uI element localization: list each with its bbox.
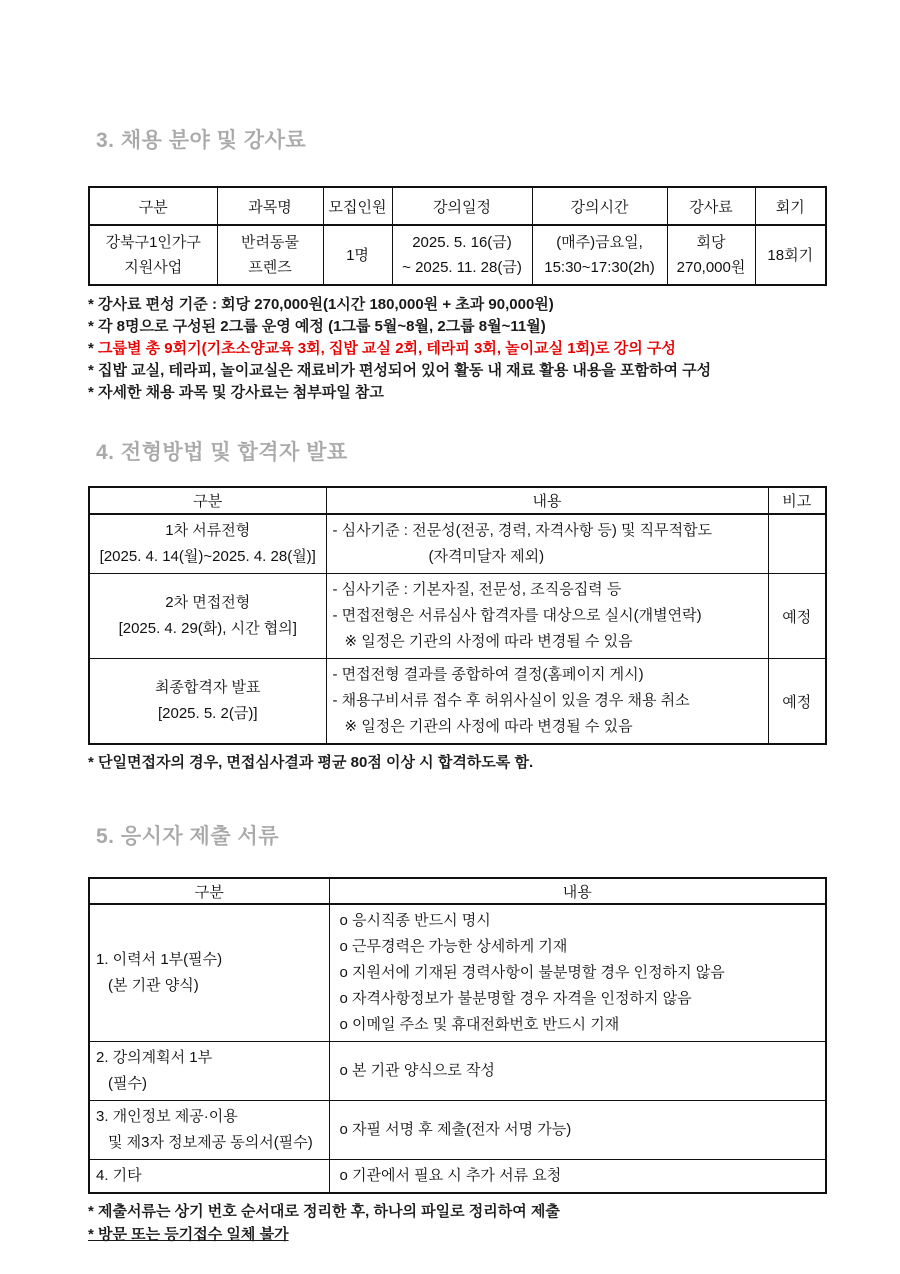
label-line: 및 제3자 정보제공 동의서(필수) — [108, 1134, 313, 1151]
cell-time — [532, 225, 667, 285]
note-line — [88, 382, 825, 404]
table-row-interview — [89, 574, 826, 659]
label-line: 1. 이력서 1부(필수) — [96, 951, 223, 968]
cell-subject — [217, 225, 323, 285]
content-line: - 심사기준 : 기본자질, 전문성, 조직응집력 등 — [332, 581, 622, 598]
col-header-fee: 강사료 — [667, 187, 755, 225]
cell-content — [326, 574, 768, 659]
cell-content — [329, 1160, 826, 1194]
label-line: 3. 개인정보 제공·이용 — [96, 1108, 238, 1125]
footnote-line-underlined — [88, 1223, 825, 1246]
table-row-etc — [89, 1160, 826, 1194]
selection-process-table — [88, 486, 827, 745]
cell-text: 지원사업 — [124, 259, 183, 276]
stage-date: [2025. 5. 2(금)] — [157, 705, 258, 722]
cell-category — [89, 225, 217, 285]
col-header-remark: 비고 — [768, 487, 826, 514]
note-text: 각 8명으로 구성된 2그룹 운영 예정 (1그룹 5월~8월, 2그룹 8월~11월) — [98, 318, 546, 335]
recruitment-fee-table — [88, 186, 827, 286]
note-marker: * — [88, 362, 94, 379]
note-text: 자세한 채용 과목 및 강사료는 첨부파일 참고 — [98, 384, 384, 401]
col-header-category: 구분 — [89, 878, 329, 904]
col-header-schedule: 강의일정 — [392, 187, 532, 225]
stage-date: [2025. 4. 29(화), 시간 협의] — [118, 620, 297, 637]
col-header-time: 강의시간 — [532, 187, 667, 225]
note-marker: * — [88, 384, 94, 401]
cell-document-label — [89, 1101, 329, 1160]
section5-footnotes — [88, 1200, 825, 1246]
note-line — [88, 316, 825, 338]
cell-content — [326, 659, 768, 745]
footnote-line: * 제출서류는 상기 번호 순서대로 정리한 후, 하나의 파일로 정리하여 제출 — [88, 1203, 560, 1220]
cell-text: (매주)금요일, — [556, 234, 643, 251]
table-header-row — [89, 878, 826, 904]
table-row-resume — [89, 904, 826, 1042]
cell-content — [329, 1101, 826, 1160]
note-marker: * — [88, 340, 94, 357]
cell-remark — [768, 514, 826, 574]
content-line: - 채용구비서류 접수 후 허위사실이 있을 경우 채용 취소 — [332, 692, 690, 709]
cell-text: 1명 — [346, 246, 369, 264]
content-line: o 본 기관 양식으로 작성 — [339, 1062, 495, 1079]
content-line: o 근무경력은 가능한 상세하게 기재 — [339, 938, 568, 955]
note-text-red: 그룹별 총 9회기(기초소양교육 3회, 집밥 교실 2회, 테라피 3회, 놀이교실 1회)로 강의 구성 — [98, 340, 676, 357]
content-line: ※ 일정은 기관의 사정에 따라 변경될 수 있음 — [344, 718, 633, 735]
cell-content — [326, 514, 768, 574]
stage-date: [2025. 4. 14(월)~2025. 4. 28(월)] — [99, 548, 316, 565]
cell-text: ~ 2025. 11. 28(금) — [402, 259, 522, 276]
cell-schedule — [392, 225, 532, 285]
cell-text: 강북구1인가구 — [105, 234, 201, 251]
content-line: o 이메일 주소 및 휴대전화번호 반드시 기재 — [339, 1016, 620, 1033]
table-row-privacy-consent — [89, 1101, 826, 1160]
table-row — [89, 225, 826, 285]
cell-fee — [667, 225, 755, 285]
note-marker: * — [88, 318, 94, 335]
content-line: (자격미달자 제외) — [428, 548, 545, 565]
col-header-content: 내용 — [326, 487, 768, 514]
content-line: - 면접전형은 서류심사 합격자를 대상으로 실시(개별연락) — [332, 607, 702, 624]
col-header-sessions: 회기 — [755, 187, 826, 225]
cell-capacity — [323, 225, 392, 285]
col-header-category: 구분 — [89, 187, 217, 225]
cell-text: 2025. 5. 16(금) — [412, 234, 512, 251]
label-line: (필수) — [108, 1075, 147, 1092]
cell-text: 270,000원 — [676, 259, 746, 276]
cell-text: 15:30~17:30(2h) — [544, 259, 655, 276]
note-line — [88, 360, 825, 382]
content-line: o 기관에서 필요 시 추가 서류 요청 — [339, 1167, 562, 1184]
cell-text: 18회기 — [767, 246, 814, 264]
cell-text: 프렌즈 — [248, 259, 292, 276]
submission-documents-table — [88, 877, 827, 1194]
note-text: 집밥 교실, 테라피, 놀이교실은 재료비가 편성되어 있어 활동 내 재료 활용 내용을 포함하여 구성 — [98, 362, 712, 379]
cell-content — [329, 1042, 826, 1101]
stage-title: 최종합격자 발표 — [154, 679, 261, 696]
table-row-final-announcement — [89, 659, 826, 745]
section4-heading: 4. 전형방법 및 합격자 발표 — [96, 441, 348, 464]
content-line: - 면접전형 결과를 종합하여 결정(홈페이지 게시) — [332, 666, 644, 683]
col-header-subject: 과목명 — [217, 187, 323, 225]
content-line: o 자격사항정보가 불분명할 경우 자격을 인정하지 않음 — [339, 990, 692, 1007]
col-header-stage: 구분 — [89, 487, 326, 514]
section3-notes — [88, 294, 825, 404]
table-header-row — [89, 487, 826, 514]
table-header-row — [89, 187, 826, 225]
cell-document-label — [89, 1042, 329, 1101]
section4-footnote: * 단일면접자의 경우, 면접심사결과 평균 80점 이상 시 합격하도록 함. — [88, 754, 534, 771]
content-line: - 심사기준 : 전문성(전공, 경력, 자격사항 등) 및 직무적합도 — [332, 522, 713, 539]
label-line: 4. 기타 — [96, 1167, 142, 1184]
note-text: 강사료 편성 기준 : 회당 270,000원(1시간 180,000원 + 초과 90,000원) — [98, 296, 554, 313]
label-line: (본 기관 양식) — [108, 977, 199, 994]
table-row-lecture-plan — [89, 1042, 826, 1101]
cell-stage — [89, 574, 326, 659]
stage-title: 1차 서류전형 — [165, 522, 251, 539]
cell-content — [329, 904, 826, 1042]
col-header-content: 내용 — [329, 878, 826, 904]
cell-stage — [89, 659, 326, 745]
cell-remark: 예정 — [768, 659, 826, 745]
content-line: o 지원서에 기재된 경력사항이 불분명할 경우 인정하지 않음 — [339, 964, 725, 981]
cell-document-label — [89, 1160, 329, 1194]
footnote-text: * 방문 또는 등기접수 일체 불가 — [88, 1226, 289, 1243]
note-line — [88, 294, 825, 316]
cell-sessions — [755, 225, 826, 285]
note-line-emphasis — [88, 338, 825, 360]
cell-text: 회당 — [696, 234, 726, 251]
cell-stage — [89, 514, 326, 574]
cell-remark: 예정 — [768, 574, 826, 659]
section5-heading: 5. 응시자 제출 서류 — [96, 825, 280, 848]
cell-text: 반려동물 — [241, 234, 299, 251]
table-row-document-screening — [89, 514, 826, 574]
section3-heading: 3. 채용 분야 및 강사료 — [96, 129, 307, 152]
content-line: o 자필 서명 후 제출(전자 서명 가능) — [339, 1121, 572, 1138]
stage-title: 2차 면접전형 — [165, 594, 251, 611]
cell-document-label — [89, 904, 329, 1042]
label-line: 2. 강의계획서 1부 — [96, 1049, 213, 1066]
content-line: ※ 일정은 기관의 사정에 따라 변경될 수 있음 — [344, 633, 633, 650]
content-line: o 응시직종 반드시 명시 — [339, 912, 491, 929]
col-header-capacity: 모집인원 — [323, 187, 392, 225]
note-marker: * — [88, 296, 94, 313]
